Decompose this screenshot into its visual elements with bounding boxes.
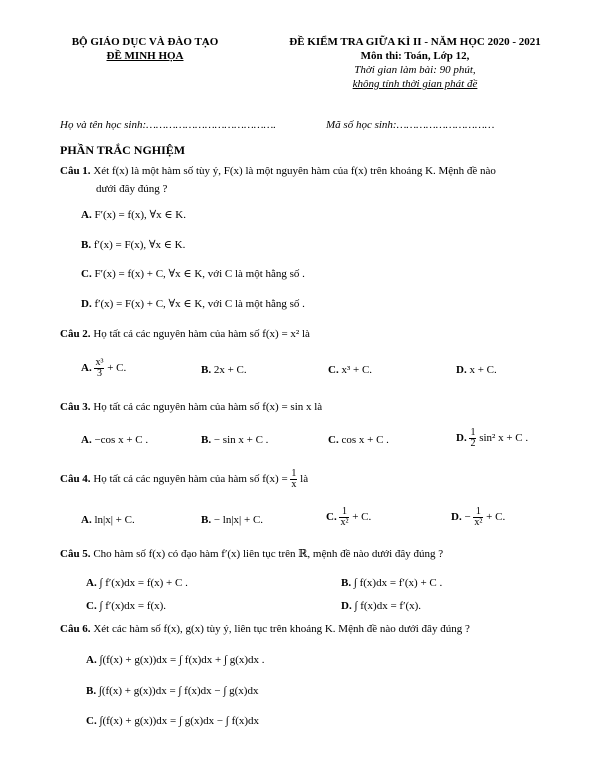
question-text: Họ tất cả các nguyên hàm của hàm số f(x) = sin x là	[93, 401, 323, 413]
option-d[interactable]: D. ∫ f(x)dx = f′(x).	[341, 600, 422, 612]
question-label: Câu 5.	[60, 548, 91, 560]
option-d[interactable]: D. $\frac{1}{2}$ sin² x + C .	[456, 427, 529, 449]
option-a[interactable]: A. $\frac{\text{x³}}{3}$ + C.	[81, 357, 127, 379]
ministry-name: BỘ GIÁO DỤC VÀ ĐÀO TẠO	[71, 36, 219, 48]
option-a[interactable]: A. ∫(f(x) + g(x))dx = ∫ f(x)dx + ∫ g(x)dx .	[86, 654, 265, 666]
question-text: Họ tất cả các nguyên hàm của hàm số f(x) = x² là	[93, 328, 310, 340]
option-a[interactable]: A. ln|x| + C.	[81, 514, 135, 526]
option-b[interactable]: B. ∫ f(x)dx = f′(x) + C .	[341, 577, 443, 589]
exam-title: ĐỀ KIỂM TRA GIỮA KÌ II - NĂM HỌC 2020 - 2021	[289, 36, 541, 48]
question-text: Họ tất cả các nguyên hàm của hàm số f(x) =	[93, 473, 288, 486]
option-c[interactable]: C. $\frac{1}{\text{x²}}$ + C.	[326, 506, 372, 528]
option-a[interactable]: A. ∫ f′(x)dx = f(x) + C .	[86, 577, 188, 589]
student-id-label: Mã số học sinh:…………………………	[326, 119, 495, 131]
option-c[interactable]: C. x³ + C.	[328, 364, 373, 376]
fraction: $\frac{1}{2}$	[470, 427, 476, 449]
option-b[interactable]: B. 2x + C.	[201, 364, 247, 376]
option-b[interactable]: B. − sin x + C .	[201, 434, 269, 446]
option-c[interactable]: C. cos x + C .	[328, 434, 389, 446]
fraction: $\frac{1}{\text{x²}}$	[474, 506, 483, 528]
question-label: Câu 3.	[60, 401, 91, 413]
exam-subject: Môn thi: Toán, Lớp 12,	[360, 50, 470, 62]
option-d[interactable]: D. − $\frac{1}{\text{x²}}$ + C.	[451, 506, 506, 528]
exam-time: Thời gian làm bài: 90 phút,	[354, 64, 476, 76]
question-text: Xét f(x) là một hàm số tùy ý, F(x) là một nguyên hàm của f(x) trên khoảng K. Mệnh đề nào	[93, 165, 496, 177]
option-a[interactable]: A. −cos x + C .	[81, 434, 149, 446]
exam-time-note: không tính thời gian phát đề	[352, 78, 478, 90]
question-text-cont: dưới đây đúng ?	[96, 183, 168, 195]
question-label: Câu 2.	[60, 328, 91, 340]
fraction: $\frac{1}{x}$	[291, 468, 297, 490]
option-b[interactable]: B. ∫(f(x) + g(x))dx = ∫ f(x)dx − ∫ g(x)dx	[86, 685, 259, 697]
question-label: Câu 6.	[60, 623, 91, 635]
question-label: Câu 1.	[60, 165, 91, 177]
option-b[interactable]: B. f′(x) = F(x), ∀x ∈ K.	[81, 239, 186, 251]
option-b[interactable]: B. − ln|x| + C.	[201, 514, 264, 526]
fraction: $\frac{1}{\text{x²}}$	[340, 506, 349, 528]
question-text: Xét các hàm số f(x), g(x) tùy ý, liên tục trên khoảng K. Mệnh đề nào dưới đây đúng ?	[93, 623, 470, 635]
sample-exam-label: ĐỀ MINH HỌA	[106, 50, 184, 62]
section-title: PHẦN TRẮC NGHIỆM	[60, 143, 186, 157]
option-d[interactable]: D. x + C.	[456, 364, 497, 376]
option-c[interactable]: C. F′(x) = f(x) + C, ∀x ∈ K, với C là một hằng số .	[81, 268, 305, 280]
option-d[interactable]: D. f′(x) = F(x) + C, ∀x ∈ K, với C là một hằng số .	[81, 298, 305, 310]
question-label: Câu 4.	[60, 473, 91, 486]
option-c[interactable]: C. ∫(f(x) + g(x))dx = ∫ g(x)dx − ∫ f(x)dx	[86, 715, 260, 727]
option-a[interactable]: A. F′(x) = f(x), ∀x ∈ K.	[81, 209, 186, 221]
student-name-label: Họ và tên học sinh:………………………………….	[60, 119, 277, 131]
option-c[interactable]: C. ∫ f′(x)dx = f(x).	[86, 600, 167, 612]
question-text: Cho hàm số f(x) có đạo hàm f′(x) liên tục trên ℝ, mệnh đề nào dưới đây đúng ?	[93, 548, 444, 560]
fraction: $\frac{\text{x³}}{3}$	[95, 357, 104, 379]
